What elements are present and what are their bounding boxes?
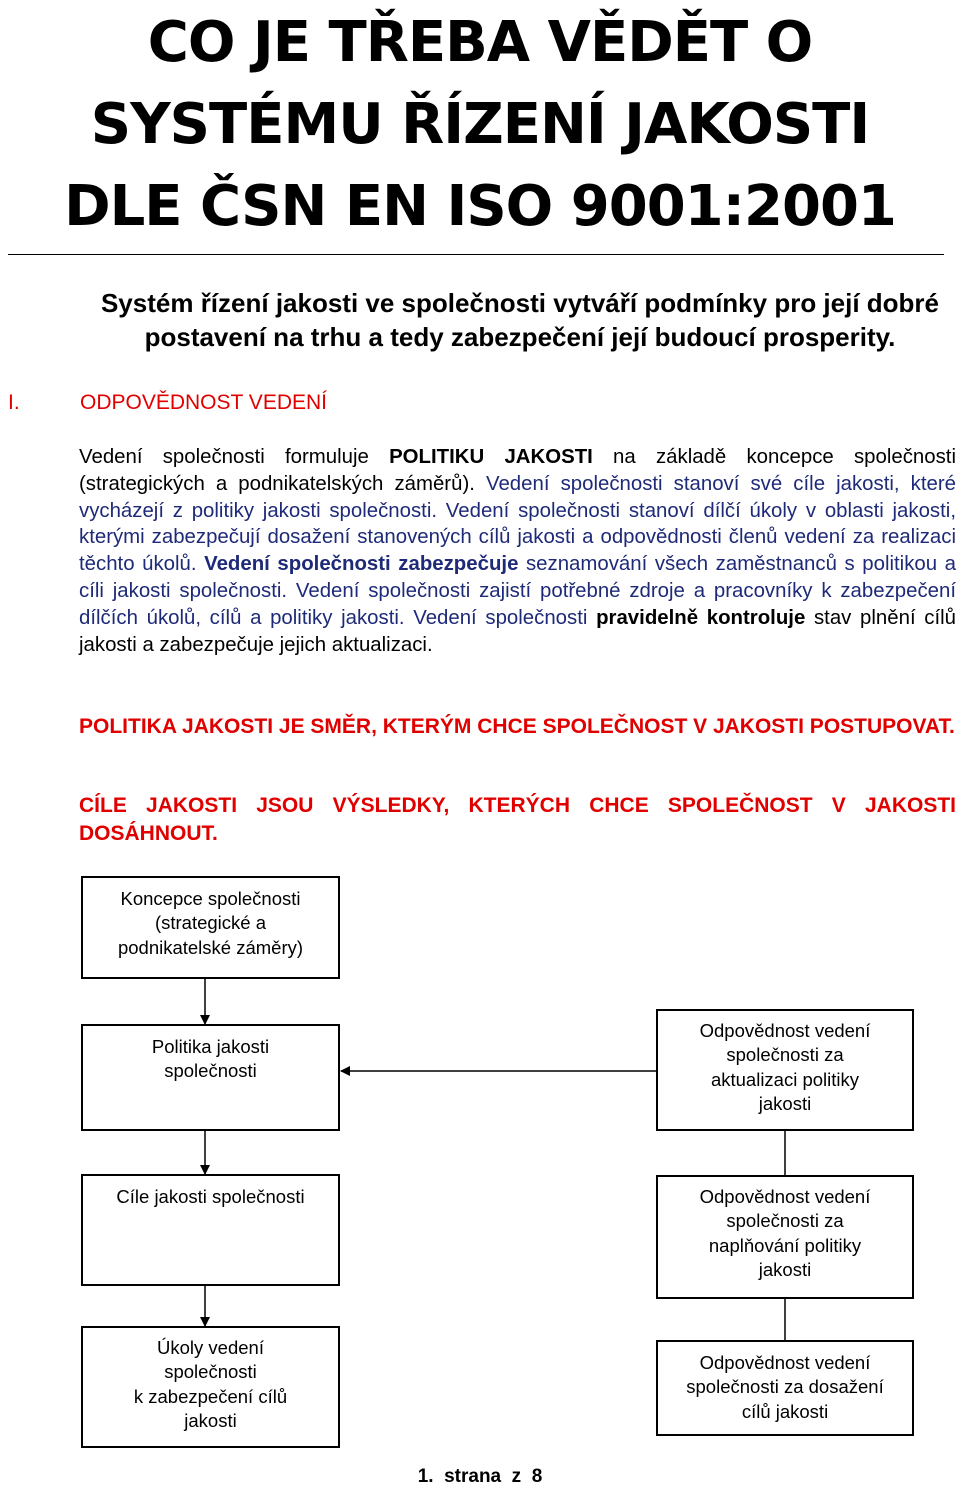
- box-tasks: Úkoly vedení společnosti k zabezpečení cílů jakosti: [81, 1326, 340, 1448]
- title-line-1: CO JE TŘEBA VĚDĚT O: [147, 10, 813, 75]
- box-policy: Politika jakosti společnosti: [81, 1024, 340, 1131]
- box-goals: Cíle jakosti společnosti: [81, 1174, 340, 1286]
- body-paragraph: Vedení společnosti formuluje POLITIKU JAKOSTI na základě koncepce společnosti (strategických a podnikatelských záměrů). Vedení společnosti stanoví své cíle jakosti, které vycházejí z politiky jakosti společnosti. Vedení společnosti stanoví dílčí úkoly v oblasti jakosti, kterými zabezpečují dosažení stanovených cílů jakosti a odpovědnosti členů vedení za realizaci těchto úkolů. Vedení společnosti zabezpečuje seznamování všech zaměstnanců s politikou a cíli jakosti společnosti. Vedení společnosti zajistí potřebné zdroje a pracovníky k zabezpečení dílčích úkolů, cílů a politiky jakosti. Vedení společnosti pravidelně kontroluje stav plnění cílů jakosti a zabezpečuje jejich aktualizaci.: [79, 446, 957, 656]
- box-responsibility-achievement: Odpovědnost vedení společnosti za dosažení cílů jakosti: [656, 1340, 914, 1436]
- title-line-3: DLE ČSN EN ISO 9001:2001: [64, 174, 896, 239]
- title-line-2: SYSTÉMU ŘÍZENÍ JAKOSTI: [90, 92, 870, 157]
- page-number: 1. strana z 8: [417, 1466, 543, 1487]
- emphasis-controls: pravidelně kontroluje: [596, 606, 806, 629]
- box-concept: Koncepce společnosti (strategické a podnikatelské záměry): [81, 876, 340, 979]
- section-number: I.: [8, 391, 20, 414]
- policy-statement: POLITIKA JAKOSTI JE SMĚR, KTERÝM CHCE SPOLEČNOST V JAKOSTI POSTUPOVAT.: [79, 715, 955, 738]
- emphasis-secures: Vedení společnosti zabezpečuje: [204, 553, 519, 576]
- section-title: ODPOVĚDNOST VEDENÍ: [80, 391, 327, 414]
- goals-statement: CÍLE JAKOSTI JSOU VÝSLEDKY, KTERÝCH CHCE SPOLEČNOST V JAKOSTI DOSÁHNOUT.: [79, 794, 956, 845]
- emphasis-policy: POLITIKU JAKOSTI: [389, 446, 593, 468]
- box-responsibility-fulfillment: Odpovědnost vedení společnosti za naplňování politiky jakosti: [656, 1175, 914, 1299]
- box-responsibility-update: Odpovědnost vedení společnosti za aktualizaci politiky jakosti: [656, 1009, 914, 1131]
- subtitle: Systém řízení jakosti ve společnosti vytváří podmínky pro její dobré postavení na trhu a tedy zabezpečení její budoucí prosperity.: [100, 288, 940, 352]
